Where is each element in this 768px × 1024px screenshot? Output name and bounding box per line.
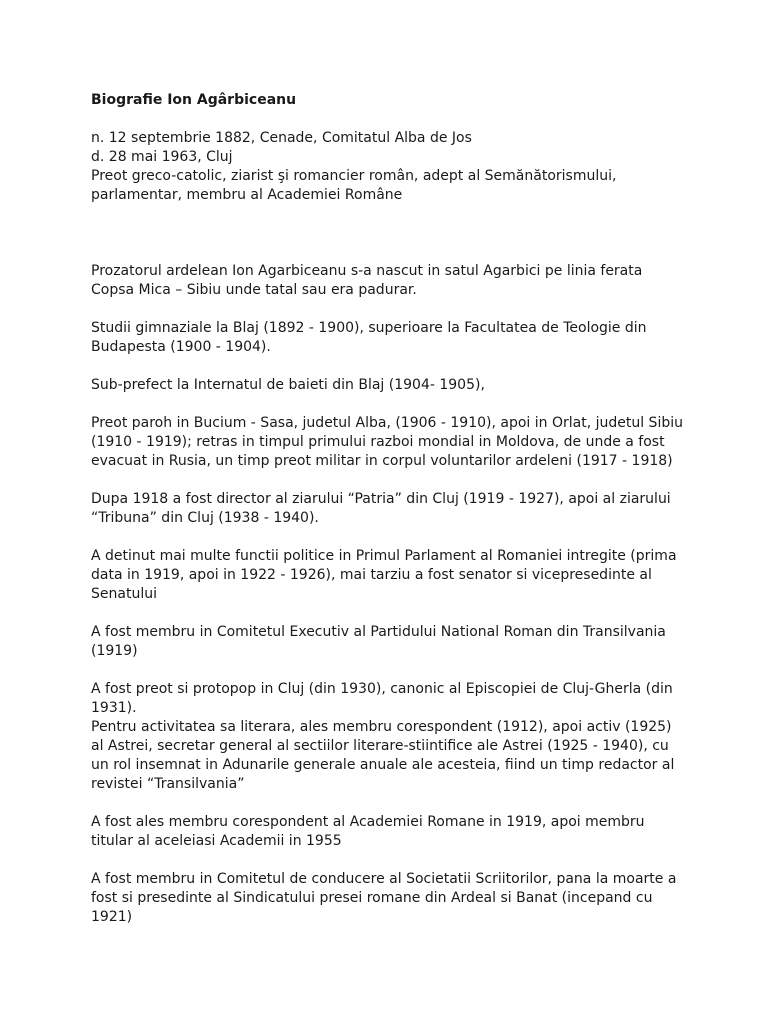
document-page	[91, 91, 691, 946]
death-line: d. 28 mai 1963, Cluj	[91, 149, 233, 165]
paragraph: Studii gimnaziale la Blaj (1892 - 1900), superioare la Facultatea de Teologie din Budapesta (1900 - 1904).	[91, 320, 647, 355]
paragraph: Prozatorul ardelean Ion Agarbiceanu s-a nascut in satul Agarbici pe linia ferata Copsa Mica – Sibiu unde tatal sau era padurar.	[91, 263, 643, 298]
paragraph: Pentru activitatea sa literara, ales membru corespondent (1912), apoi activ (1925) al Astrei, secretar general al sectiilor literare-stiintifice ale Astrei (1925 - 1940), cu un rol insemnat in Adunarile generale anuale ale acesteia, fiind un timp redactor al revistei “Transilvania”	[91, 719, 675, 792]
occupation-line: Preot greco-catolic, ziarist şi romancier român, adept al Semănătorismului, parlamentar, membru al Academiei Române	[91, 168, 617, 203]
paragraph: Preot paroh in Bucium - Sasa, judetul Alba, (1906 - 1910), apoi in Orlat, judetul Sibiu (1910 - 1919); retras in timpul primului razboi mondial in Moldova, de unde a fost evacuat in Rusia, un timp preot militar in corpul voluntarilor ardeleni (1917 - 1918)	[91, 415, 683, 469]
paragraph: A fost ales membru corespondent al Academiei Romane in 1919, apoi membru titular al aceleiasi Academii in 1955	[91, 814, 645, 849]
header-block	[91, 129, 691, 205]
paragraph: A fost membru in Comitetul de conducere al Societatii Scriitorilor, pana la moarte a fost si presedinte al Sindicatului presei romane din Ardeal si Banat (incepand cu 1921)	[91, 871, 677, 925]
paragraph: A detinut mai multe functii politice in Primul Parlament al Romaniei intregite (prima data in 1919, apoi in 1922 - 1926), mai tarziu a fost senator si vicepresedinte al Senatului	[91, 548, 677, 602]
paragraph: A fost preot si protopop in Cluj (din 1930), canonic al Episcopiei de Cluj-Gherla (din 1931).	[91, 681, 673, 716]
spacer	[91, 205, 691, 262]
biography-body	[91, 262, 691, 927]
birth-line: n. 12 septembrie 1882, Cenade, Comitatul Alba de Jos	[91, 130, 472, 146]
paragraph: A fost membru in Comitetul Executiv al Partidului National Roman din Transilvania (1919)	[91, 624, 666, 659]
document-title: Biografie Ion Agârbiceanu	[91, 92, 297, 108]
paragraph: Sub-prefect la Internatul de baieti din Blaj (1904- 1905),	[91, 377, 485, 393]
paragraph: Dupa 1918 a fost director al ziarului “Patria” din Cluj (1919 - 1927), apoi al ziarului “Tribuna” din Cluj (1938 - 1940).	[91, 491, 671, 526]
